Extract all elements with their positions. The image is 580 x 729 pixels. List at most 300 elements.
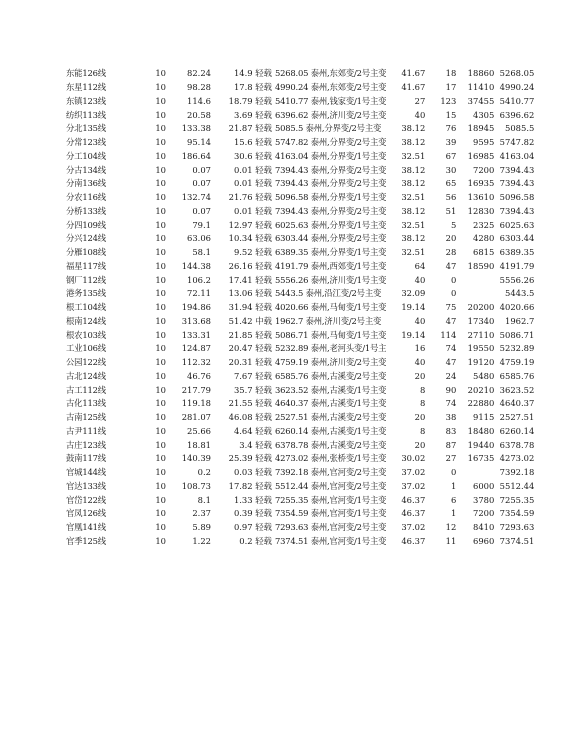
remaining-capacity-cell: 5410.77 — [499, 95, 535, 106]
voltage-cell: 10 — [155, 192, 166, 203]
current-cell: 133.31 — [181, 329, 211, 340]
table-row — [66, 328, 534, 342]
load-rate-status-cell: 17.8 轻载 — [233, 82, 272, 93]
capacity-substation-cell: 7394.43 泰州,分界变/2号主变 — [275, 178, 387, 189]
user-count-cell: 15 — [445, 109, 457, 120]
load-rate-status-cell: 25.39 轻载 — [228, 453, 272, 464]
user-count-cell: 0 — [450, 274, 457, 285]
user-count-cell: 90 — [445, 384, 457, 395]
capacity-substation-cell: 4163.04 泰州,分界变/1号主变 — [275, 150, 387, 161]
table-row — [66, 425, 534, 439]
current-cell: 0.2 — [197, 467, 211, 478]
line-name-cell: 官岱122线 — [66, 494, 106, 505]
remaining-capacity-cell: 7394.43 — [499, 178, 535, 189]
table-row — [66, 81, 534, 95]
transformer-load-cell: 64 — [414, 260, 426, 271]
load-rate-status-cell: 30.6 轻载 — [233, 150, 272, 161]
remaining-capacity-cell: 6378.78 — [499, 439, 535, 450]
remaining-capacity-cell: 4020.66 — [499, 302, 535, 313]
line-name-cell: 古工112线 — [66, 384, 106, 395]
table-row — [66, 507, 534, 521]
remaining-capacity-cell: 4990.24 — [499, 82, 535, 93]
transformer-load-cell: 8 — [419, 384, 426, 395]
line-name-cell: 工业106线 — [66, 343, 106, 354]
current-cell: 194.86 — [181, 302, 211, 313]
current-cell: 46.76 — [187, 370, 211, 381]
line-name-cell: 福星117线 — [66, 260, 106, 271]
voltage-cell: 10 — [155, 370, 166, 381]
line-name-cell: 古南125线 — [66, 412, 106, 423]
transformer-load-cell: 40 — [414, 274, 426, 285]
capacity-kva-cell: 20210 — [467, 384, 495, 395]
current-cell: 5.89 — [192, 522, 211, 533]
voltage-cell: 10 — [155, 274, 166, 285]
table-row — [66, 260, 534, 274]
voltage-cell: 10 — [155, 343, 166, 354]
load-rate-status-cell: 0.01 轻载 — [233, 164, 272, 175]
load-rate-status-cell: 17.41 轻载 — [228, 274, 272, 285]
remaining-capacity-cell: 6585.76 — [499, 370, 535, 381]
capacity-kva-cell: 13610 — [467, 192, 495, 203]
transformer-load-cell: 19.14 — [401, 329, 426, 340]
remaining-capacity-cell: 7374.51 — [499, 535, 535, 546]
capacity-substation-cell: 4640.37 泰州,古溪变/1号主变 — [275, 398, 387, 409]
transformer-load-cell: 38.12 — [401, 205, 426, 216]
load-rate-status-cell: 0.39 轻载 — [233, 508, 272, 519]
remaining-capacity-cell: 7394.43 — [499, 205, 535, 216]
line-name-cell: 古北124线 — [66, 370, 106, 381]
remaining-capacity-cell: 5096.58 — [499, 192, 535, 203]
load-rate-status-cell: 9.52 轻载 — [233, 247, 272, 258]
current-cell: 58.1 — [192, 247, 211, 258]
remaining-capacity-cell: 7394.43 — [499, 164, 535, 175]
line-name-cell: 分古134线 — [66, 164, 106, 175]
current-cell: 72.11 — [187, 288, 211, 299]
voltage-cell: 10 — [155, 123, 166, 134]
user-count-cell: 39 — [445, 137, 457, 148]
user-count-cell: 0 — [450, 288, 457, 299]
table-row — [66, 136, 534, 150]
capacity-kva-cell: 16935 — [467, 178, 495, 189]
transformer-load-cell: 40 — [414, 315, 426, 326]
voltage-cell: 10 — [155, 205, 166, 216]
current-cell: 63.06 — [187, 233, 211, 244]
current-cell: 79.1 — [192, 219, 211, 230]
line-name-cell: 官季125线 — [66, 535, 106, 546]
load-rate-status-cell: 3.4 轻载 — [239, 439, 272, 450]
voltage-cell: 10 — [155, 412, 166, 423]
current-cell: 0.07 — [192, 205, 211, 216]
remaining-capacity-cell: 5512.44 — [499, 480, 535, 491]
capacity-kva-cell: 8410 — [472, 522, 495, 533]
transformer-load-cell: 37.02 — [401, 480, 426, 491]
user-count-cell: 30 — [445, 164, 457, 175]
load-rate-status-cell: 26.16 轻载 — [228, 260, 272, 271]
capacity-kva-cell: 20200 — [467, 302, 495, 313]
remaining-capacity-cell: 4163.04 — [499, 150, 535, 161]
line-name-cell: 东镇123线 — [66, 95, 106, 106]
capacity-substation-cell: 7354.59 泰州,官河变/1号主变 — [275, 508, 387, 519]
voltage-cell: 10 — [155, 68, 166, 79]
load-rate-status-cell: 0.01 轻载 — [233, 205, 272, 216]
capacity-substation-cell: 7392.18 泰州,官河变/2号主变 — [275, 467, 387, 478]
transformer-load-cell: 38.12 — [401, 123, 426, 134]
current-cell: 82.24 — [187, 68, 211, 79]
remaining-capacity-cell: 5086.71 — [499, 329, 535, 340]
user-count-cell: 5 — [450, 219, 457, 230]
transformer-load-cell: 46.37 — [401, 494, 426, 505]
remaining-capacity-cell: 7293.63 — [499, 522, 535, 533]
voltage-cell: 10 — [155, 95, 166, 106]
load-rate-status-cell: 15.6 轻载 — [233, 137, 272, 148]
capacity-kva-cell: 6000 — [472, 480, 495, 491]
table-row — [66, 150, 534, 164]
voltage-cell: 10 — [155, 288, 166, 299]
current-cell: 108.73 — [181, 480, 211, 491]
current-cell: 106.2 — [187, 274, 211, 285]
load-rate-status-cell: 21.55 轻载 — [228, 398, 272, 409]
remaining-capacity-cell: 5443.5 — [505, 288, 535, 299]
table-row — [66, 356, 534, 370]
load-rate-status-cell: 1.33 轻载 — [233, 494, 272, 505]
voltage-cell: 10 — [155, 522, 166, 533]
capacity-substation-cell: 5268.05 泰州,东郊变/2号主变 — [275, 68, 387, 79]
table-row — [66, 246, 534, 260]
user-count-cell: 38 — [445, 412, 457, 423]
line-name-cell: 纺织113线 — [66, 109, 106, 120]
remaining-capacity-cell: 5556.26 — [499, 274, 535, 285]
capacity-kva-cell: 2325 — [472, 219, 495, 230]
capacity-kva-cell: 9115 — [472, 412, 495, 423]
transformer-load-cell: 41.67 — [401, 82, 426, 93]
remaining-capacity-cell: 4191.79 — [499, 260, 535, 271]
voltage-cell: 10 — [155, 480, 166, 491]
voltage-cell: 10 — [155, 467, 166, 478]
table-row — [66, 122, 534, 136]
capacity-substation-cell: 6303.44 泰州,分界变/2号主变 — [275, 233, 387, 244]
user-count-cell: 47 — [445, 260, 457, 271]
remaining-capacity-cell: 5268.05 — [499, 68, 535, 79]
load-rate-status-cell: 21.85 轻载 — [228, 329, 272, 340]
transformer-load-cell: 38.12 — [401, 178, 426, 189]
transformer-load-cell: 8 — [419, 425, 426, 436]
user-count-cell: 67 — [445, 150, 457, 161]
capacity-kva-cell: 7200 — [472, 508, 495, 519]
capacity-substation-cell: 4020.66 泰州,马甸变/1号主变 — [275, 302, 387, 313]
capacity-kva-cell: 12830 — [467, 205, 495, 216]
line-name-cell: 分常123线 — [66, 137, 106, 148]
capacity-substation-cell: 2527.51 泰州,古溪变/2号主变 — [275, 412, 387, 423]
capacity-substation-cell: 5086.71 泰州,马甸变/1号主变 — [275, 329, 387, 340]
voltage-cell: 10 — [155, 439, 166, 450]
user-count-cell: 74 — [445, 343, 457, 354]
table-row — [66, 521, 534, 535]
transformer-load-cell: 41.67 — [401, 68, 426, 79]
capacity-substation-cell: 7394.43 泰州,分界变/2号主变 — [275, 205, 387, 216]
user-count-cell: 65 — [445, 178, 457, 189]
capacity-kva-cell: 19120 — [467, 357, 495, 368]
table-row — [66, 163, 534, 177]
capacity-kva-cell: 17340 — [467, 315, 495, 326]
load-rate-status-cell: 21.87 轻载 — [228, 123, 272, 134]
table-row — [66, 452, 534, 466]
table-row — [66, 191, 534, 205]
user-count-cell: 20 — [445, 233, 457, 244]
capacity-substation-cell: 1962.7 泰州,济川变/2号主变 — [275, 315, 382, 326]
line-name-cell: 官城144线 — [66, 467, 106, 478]
current-cell: 124.87 — [181, 343, 211, 354]
voltage-cell: 10 — [155, 164, 166, 175]
capacity-kva-cell: 18590 — [467, 260, 495, 271]
current-cell: 140.39 — [181, 453, 211, 464]
capacity-kva-cell: 4280 — [472, 233, 495, 244]
current-cell: 144.38 — [181, 260, 211, 271]
voltage-cell: 10 — [155, 137, 166, 148]
line-name-cell: 根工104线 — [66, 302, 106, 313]
line-name-cell: 钢厂112线 — [66, 274, 106, 285]
voltage-cell: 10 — [155, 109, 166, 120]
load-rate-status-cell: 18.79 轻载 — [228, 95, 272, 106]
load-rate-status-cell: 35.7 轻载 — [233, 384, 272, 395]
voltage-cell: 10 — [155, 82, 166, 93]
user-count-cell: 28 — [445, 247, 457, 258]
line-name-cell: 分四109线 — [66, 219, 106, 230]
load-rate-status-cell: 0.97 轻载 — [233, 522, 272, 533]
line-name-cell: 分兴124线 — [66, 233, 106, 244]
table-body — [66, 67, 534, 548]
transformer-load-cell: 40 — [414, 357, 426, 368]
capacity-kva-cell: 16735 — [467, 453, 495, 464]
user-count-cell: 123 — [440, 95, 457, 106]
line-name-cell: 分桥133线 — [66, 205, 106, 216]
remaining-capacity-cell: 2527.51 — [499, 412, 535, 423]
capacity-substation-cell: 7374.51 泰州,官河变/1号主变 — [275, 535, 387, 546]
transformer-load-cell: 30.02 — [401, 453, 426, 464]
line-name-cell: 公园122线 — [66, 357, 106, 368]
remaining-capacity-cell: 6303.44 — [499, 233, 535, 244]
capacity-kva-cell: 6960 — [472, 535, 495, 546]
line-name-cell: 东星112线 — [66, 82, 106, 93]
load-rate-status-cell: 20.31 轻载 — [228, 357, 272, 368]
voltage-cell: 10 — [155, 384, 166, 395]
user-count-cell: 0 — [450, 467, 457, 478]
remaining-capacity-cell: 1962.7 — [505, 315, 535, 326]
remaining-capacity-cell: 7255.35 — [499, 494, 535, 505]
capacity-substation-cell: 6585.76 泰州,古溪变/2号主变 — [275, 370, 387, 381]
user-count-cell: 83 — [445, 425, 457, 436]
user-count-cell: 56 — [445, 192, 457, 203]
remaining-capacity-cell: 4640.37 — [499, 398, 535, 409]
capacity-substation-cell: 7394.43 泰州,分界变/2号主变 — [275, 164, 387, 175]
line-name-cell: 古化113线 — [66, 398, 106, 409]
transformer-load-cell: 8 — [419, 398, 426, 409]
transformer-load-cell: 32.51 — [401, 150, 426, 161]
transformer-load-cell: 38.12 — [401, 137, 426, 148]
table-row — [66, 466, 534, 480]
load-rate-status-cell: 10.34 轻载 — [228, 233, 272, 244]
user-count-cell: 114 — [440, 329, 457, 340]
line-name-cell: 古尹111线 — [66, 425, 106, 436]
voltage-cell: 10 — [155, 508, 166, 519]
remaining-capacity-cell: 3623.52 — [499, 384, 535, 395]
line-name-cell: 分雁108线 — [66, 247, 106, 258]
capacity-substation-cell: 7255.35 泰州,官河变/1号主变 — [275, 494, 387, 505]
capacity-kva-cell — [456, 273, 494, 287]
user-count-cell: 17 — [445, 82, 457, 93]
table-row — [66, 95, 534, 109]
transformer-load-cell: 40 — [414, 109, 426, 120]
remaining-capacity-cell: 6389.35 — [499, 247, 535, 258]
capacity-kva-cell: 16985 — [467, 150, 495, 161]
transformer-load-cell: 32.51 — [401, 247, 426, 258]
transformer-load-cell: 20 — [414, 439, 426, 450]
voltage-cell: 10 — [155, 535, 166, 546]
capacity-kva-cell: 9595 — [472, 137, 495, 148]
table-row — [66, 493, 534, 507]
voltage-cell: 10 — [155, 178, 166, 189]
user-count-cell: 75 — [445, 302, 457, 313]
voltage-cell: 10 — [155, 247, 166, 258]
current-cell: 133.38 — [181, 123, 211, 134]
load-rate-status-cell: 0.03 轻载 — [233, 467, 272, 478]
load-rate-status-cell: 21.76 轻载 — [228, 192, 272, 203]
current-cell: 95.14 — [187, 137, 211, 148]
capacity-substation-cell: 6025.63 泰州,分界变/1号主变 — [275, 219, 387, 230]
capacity-substation-cell: 7293.63 泰州,官河变/2号主变 — [275, 522, 387, 533]
line-name-cell: 官达133线 — [66, 480, 106, 491]
load-rate-status-cell: 46.08 轻载 — [228, 412, 272, 423]
user-count-cell: 24 — [445, 370, 457, 381]
capacity-kva-cell: 19550 — [467, 343, 495, 354]
line-name-cell: 东能126线 — [66, 68, 106, 79]
transformer-load-cell: 46.37 — [401, 508, 426, 519]
capacity-kva-cell: 7200 — [472, 164, 495, 175]
capacity-substation-cell: 6260.14 泰州,古溪变/1号主变 — [275, 425, 387, 436]
current-cell: 186.64 — [181, 150, 211, 161]
transformer-load-cell: 37.02 — [401, 467, 426, 478]
voltage-cell: 10 — [155, 357, 166, 368]
capacity-substation-cell: 6396.62 泰州,济川变/2号主变 — [275, 109, 387, 120]
remaining-capacity-cell: 5232.89 — [499, 343, 535, 354]
transformer-load-cell: 37.02 — [401, 522, 426, 533]
current-cell: 114.6 — [187, 95, 211, 106]
voltage-cell: 10 — [155, 453, 166, 464]
remaining-capacity-cell: 5747.82 — [499, 137, 535, 148]
capacity-kva-cell: 19440 — [467, 439, 495, 450]
table-row — [66, 67, 534, 81]
remaining-capacity-cell: 6396.62 — [499, 109, 535, 120]
capacity-kva-cell: 3780 — [472, 494, 495, 505]
remaining-capacity-cell: 7354.59 — [499, 508, 535, 519]
remaining-capacity-cell: 5085.5 — [505, 123, 535, 134]
current-cell: 18.81 — [187, 439, 211, 450]
user-count-cell: 74 — [445, 398, 457, 409]
user-count-cell: 6 — [450, 494, 457, 505]
voltage-cell: 10 — [155, 150, 166, 161]
table-row — [66, 397, 534, 411]
capacity-substation-cell: 4191.79 泰州,西郊变/1号主变 — [275, 260, 387, 271]
capacity-substation-cell: 4990.24 泰州,东郊变/2号主变 — [275, 82, 387, 93]
user-count-cell: 1 — [450, 508, 457, 519]
remaining-capacity-cell: 4273.02 — [499, 453, 535, 464]
load-rate-status-cell: 4.64 轻载 — [233, 425, 272, 436]
capacity-kva-cell: 11410 — [467, 82, 495, 93]
transformer-load-cell: 27 — [414, 95, 426, 106]
load-rate-status-cell: 13.06 轻载 — [228, 288, 272, 299]
capacity-substation-cell: 3623.52 泰州,古溪变/1号主变 — [275, 384, 387, 395]
capacity-substation-cell: 5747.82 泰州,分界变/2号主变 — [275, 137, 387, 148]
voltage-cell: 10 — [155, 219, 166, 230]
table-row — [66, 301, 534, 315]
capacity-kva-cell: 4305 — [472, 109, 495, 120]
table-row — [66, 273, 534, 287]
capacity-substation-cell: 4759.19 泰州,济川变/2号主变 — [275, 357, 387, 368]
capacity-substation-cell: 6378.78 泰州,古溪变/2号主变 — [275, 439, 387, 450]
capacity-kva-cell: 18945 — [467, 123, 495, 134]
table-row — [66, 438, 534, 452]
transformer-load-cell: 19.14 — [401, 302, 426, 313]
capacity-substation-cell: 5443.5 泰州,沿江变/2号主变 — [275, 288, 382, 299]
user-count-cell: 1 — [450, 480, 457, 491]
table-row — [66, 480, 534, 494]
transformer-load-cell: 32.09 — [401, 288, 426, 299]
current-cell: 313.68 — [181, 315, 211, 326]
load-rate-status-cell: 14.9 轻载 — [233, 68, 272, 79]
user-count-cell: 11 — [445, 535, 457, 546]
capacity-substation-cell: 5410.77 泰州,钱家变/1号主变 — [275, 95, 387, 106]
table-row — [66, 535, 534, 549]
transformer-load-cell: 32.51 — [401, 219, 426, 230]
line-name-cell: 分南136线 — [66, 178, 106, 189]
capacity-kva-cell: 6815 — [472, 247, 495, 258]
capacity-substation-cell: 5096.58 泰州,分界变/1号主变 — [275, 192, 387, 203]
remaining-capacity-cell: 7392.18 — [499, 467, 535, 478]
line-name-cell: 根农103线 — [66, 329, 106, 340]
capacity-kva-cell: 27110 — [467, 329, 495, 340]
current-cell: 8.1 — [197, 494, 211, 505]
table-row — [66, 370, 534, 384]
transformer-load-cell: 46.37 — [401, 535, 426, 546]
load-rate-status-cell: 7.67 轻载 — [233, 370, 272, 381]
table-row — [66, 342, 534, 356]
line-name-cell: 港务135线 — [66, 288, 106, 299]
capacity-kva-cell: 22880 — [467, 398, 495, 409]
current-cell: 132.74 — [181, 192, 211, 203]
current-cell: 119.18 — [181, 398, 211, 409]
load-rate-status-cell: 17.82 轻载 — [228, 480, 272, 491]
user-count-cell: 76 — [445, 123, 457, 134]
capacity-kva-cell: 18860 — [467, 68, 495, 79]
capacity-kva-cell: 5480 — [472, 370, 495, 381]
line-name-cell: 官凤126线 — [66, 508, 106, 519]
current-cell: 98.28 — [187, 82, 211, 93]
line-name-cell: 分农116线 — [66, 192, 106, 203]
table-row — [66, 218, 534, 232]
transformer-load-cell: 20 — [414, 370, 426, 381]
load-rate-status-cell: 12.97 轻载 — [228, 219, 272, 230]
voltage-cell: 10 — [155, 494, 166, 505]
capacity-kva-cell — [456, 466, 494, 480]
capacity-substation-cell: 6389.35 泰州,分界变/1号主变 — [275, 247, 387, 258]
line-name-cell: 官凰141线 — [66, 522, 106, 533]
load-rate-status-cell: 20.47 轻载 — [228, 343, 272, 354]
table-row — [66, 232, 534, 246]
capacity-substation-cell: 5085.5 泰州,分界变/2号主变 — [275, 123, 382, 134]
voltage-cell: 10 — [155, 398, 166, 409]
current-cell: 2.37 — [192, 508, 211, 519]
current-cell: 0.07 — [192, 178, 211, 189]
voltage-cell: 10 — [155, 329, 166, 340]
